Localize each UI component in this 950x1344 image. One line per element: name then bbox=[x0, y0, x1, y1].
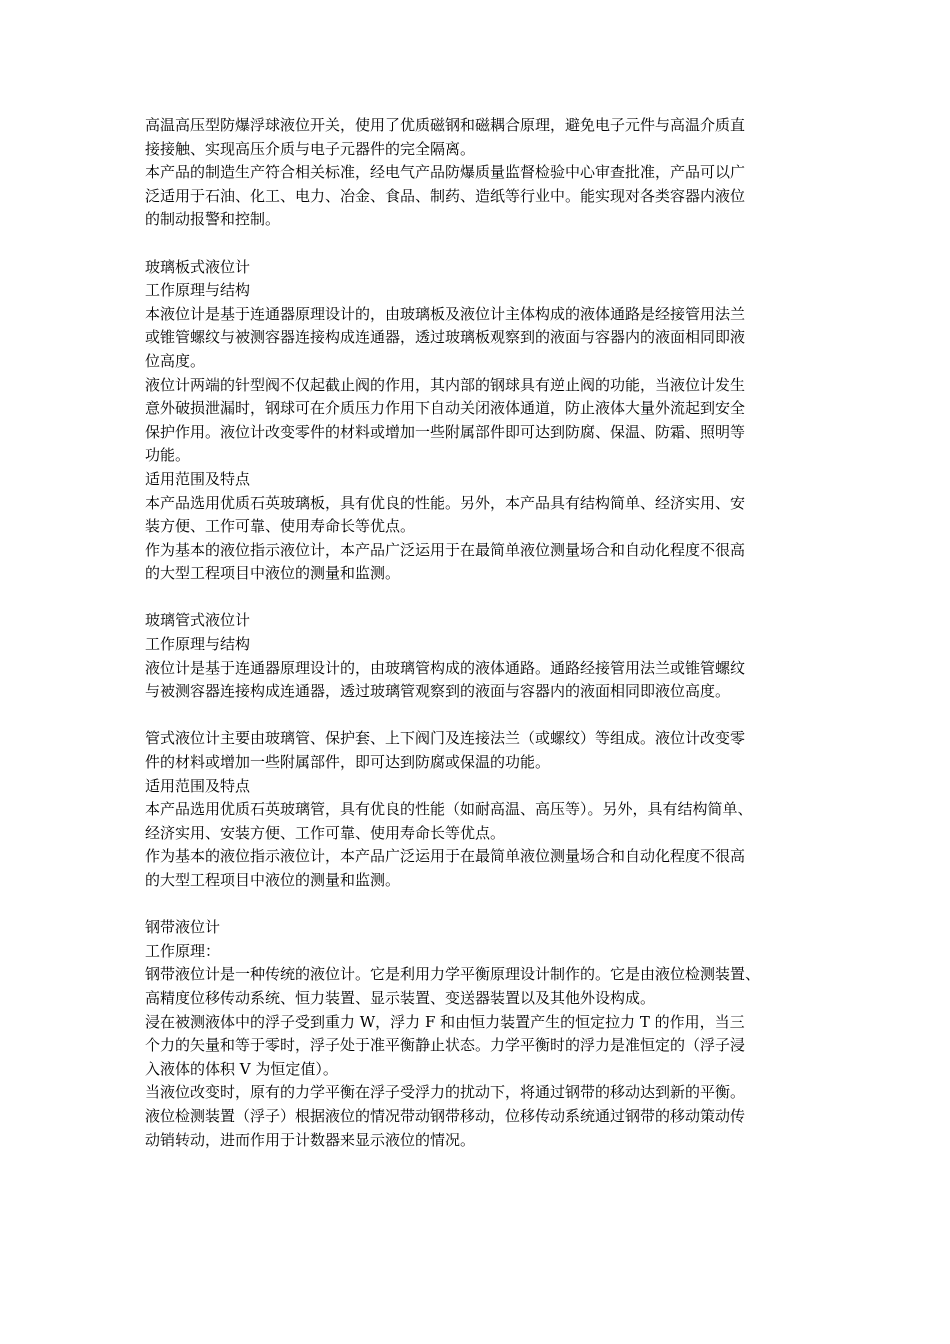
text-line: 装方便、工作可靠、使用寿命长等优点。 bbox=[145, 517, 416, 536]
subsection-heading: 适用范围及特点 bbox=[145, 469, 251, 488]
subsection-heading: 适用范围及特点 bbox=[145, 776, 251, 795]
subsection-heading: 工作原理： bbox=[145, 941, 221, 960]
text-line: 本产品选用优质石英玻璃板，具有优良的性能。另外，本产品具有结构简单、经济实用、安 bbox=[145, 493, 746, 512]
blank-line bbox=[145, 704, 810, 728]
text-line: 位高度。 bbox=[145, 351, 206, 370]
text-line: 高精度位移传动系统、恒力装置、显示装置、变送器装置以及其他外设构成。 bbox=[145, 988, 656, 1007]
text-line: 动销转动，进而作用于计数器来显示液位的情况。 bbox=[145, 1130, 476, 1149]
text-line: 保护作用。液位计改变零件的材料或增加一些附属部件即可达到防腐、保温、防霜、照明等 bbox=[145, 422, 746, 441]
text-line: 管式液位计主要由玻璃管、保护套、上下阀门及连接法兰（或螺纹）等组成。液位计改变零 bbox=[145, 729, 746, 748]
text-line: 的制动报警和控制。 bbox=[145, 210, 281, 229]
text-line: 本液位计是基于连通器原理设计的，由玻璃板及液位计主体构成的液体通路是经接管用法兰 bbox=[145, 304, 746, 323]
section-heading: 钢带液位计 bbox=[145, 918, 221, 937]
text-line: 与被测容器连接构成连通器，透过玻璃管观察到的液面与容器内的液面相同即液位高度。 bbox=[145, 682, 731, 701]
blank-line bbox=[145, 586, 810, 610]
text-line: 个力的矢量和等于零时，浮子处于准平衡静止状态。力学平衡时的浮力是准恒定的（浮子浸 bbox=[145, 1036, 746, 1055]
subsection-heading: 工作原理与结构 bbox=[145, 635, 251, 654]
text-line: 液位计是基于连通器原理设计的，由玻璃管构成的液体通路。通路经接管用法兰或锥管螺纹 bbox=[145, 658, 746, 677]
text-line: 功能。 bbox=[145, 446, 191, 465]
text-line: 本产品选用优质石英玻璃管，具有优良的性能（如耐高温、高压等）。另外，具有结构简单、 bbox=[145, 800, 753, 819]
text-line: 本产品的制造生产符合相关标准，经电气产品防爆质量监督检验中心审查批准，产品可以广 bbox=[145, 163, 746, 182]
text-line: 意外破损泄漏时，钢球可在介质压力作用下自动关闭液体通道，防止液体大量外流起到安全 bbox=[145, 399, 746, 418]
subsection-heading: 工作原理与结构 bbox=[145, 281, 251, 300]
text-line: 浸在被测液体中的浮子受到重力 W，浮力 F 和由恒力装置产生的恒定拉力 T 的作用，当三 bbox=[145, 1012, 745, 1031]
text-line: 泛适用于石油、化工、电力、冶金、食品、制药、造纸等行业中。能实现对各类容器内液位 bbox=[145, 186, 746, 205]
text-line: 当液位改变时，原有的力学平衡在浮子受浮力的扰动下，将通过钢带的移动达到新的平衡。 bbox=[145, 1083, 746, 1102]
text-line: 作为基本的液位指示液位计，本产品广泛运用于在最简单液位测量场合和自动化程度不很高 bbox=[145, 540, 746, 559]
text-line: 的大型工程项目中液位的测量和监测。 bbox=[145, 564, 401, 583]
text-line: 钢带液位计是一种传统的液位计。它是利用力学平衡原理设计制作的。它是由液位检测装置、 bbox=[145, 965, 761, 984]
blank-line bbox=[145, 232, 810, 256]
text-line: 高温高压型防爆浮球液位开关，使用了优质磁钢和磁耦合原理，避免电子元件与高温介质直 bbox=[145, 116, 746, 134]
blank-line bbox=[145, 893, 810, 917]
section-heading: 玻璃板式液位计 bbox=[145, 257, 251, 276]
text-line: 入液体的体积 V 为恒定值）。 bbox=[145, 1059, 338, 1078]
text-line: 或锥管螺纹与被测容器连接构成连通器，透过玻璃板观察到的液面与容器内的液面相同即液 bbox=[145, 328, 746, 347]
text-line: 接接触、实现高压介质与电子元器件的完全隔离。 bbox=[145, 139, 476, 158]
text-line: 件的材料或增加一些附属部件，即可达到防腐或保温的功能。 bbox=[145, 753, 551, 772]
text-line: 经济实用、安装方便、工作可靠、使用寿命长等优点。 bbox=[145, 823, 506, 842]
text-line: 作为基本的液位指示液位计，本产品广泛运用于在最简单液位测量场合和自动化程度不很高 bbox=[145, 847, 746, 866]
text-line: 液位检测装置（浮子）根据液位的情况带动钢带移动，位移传动系统通过钢带的移动策动传 bbox=[145, 1106, 746, 1125]
text-line: 的大型工程项目中液位的测量和监测。 bbox=[145, 871, 401, 889]
text-line: 液位计两端的针型阀不仅起截止阀的作用，其内部的钢球具有逆止阀的功能，当液位计发生 bbox=[145, 375, 746, 394]
section-heading: 玻璃管式液位计 bbox=[145, 611, 251, 630]
